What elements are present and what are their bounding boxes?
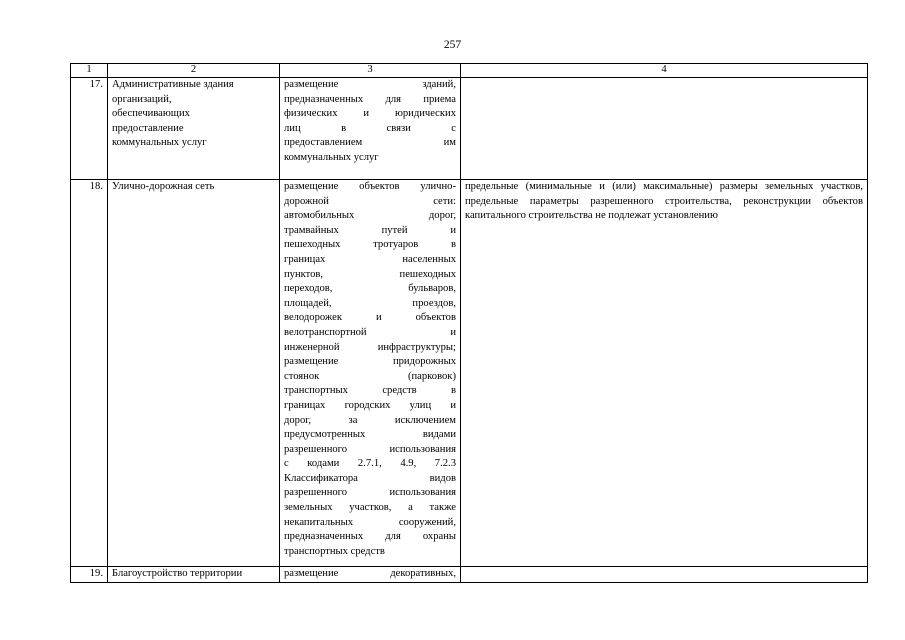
description-line: разрешенного использования [284,487,456,499]
table-row [71,180,868,567]
table-row [71,567,868,583]
description-line: автомобильных дорог, [284,210,456,222]
header-cell-1: 1 [71,64,108,78]
use-type-parameters [461,78,868,180]
use-type-description [280,567,461,583]
description-line: пешеходных тротуаров в [284,239,456,251]
name-line: коммунальных услуг [112,137,207,149]
use-type-description [280,180,461,567]
description-line: дорог, за исключением [284,414,456,426]
description-line: лиц в связи с [284,122,456,134]
description-line: разрешенного использования [284,443,456,455]
name-line: Административные здания [112,79,234,90]
row-number: 18. [71,180,108,567]
description-line: транспортных средств в [284,385,456,397]
description-line: некапитальных сооружений, [284,516,456,528]
description-line: с кодами 2.7.1, 4.9, 7.2.3 [284,458,456,470]
name-line: Улично-дорожная сеть [112,181,215,192]
description-line: дорожной сети: [284,195,456,207]
description-line: размещение придорожных [284,356,456,368]
description-line: пунктов, пешеходных [284,268,456,280]
table-header-row [71,64,868,78]
description-line: границах городских улиц и [284,399,456,411]
description-line: стоянок (парковок) [284,370,456,382]
header-cell-2: 2 [108,64,280,78]
description-line: физических и юридических [284,108,456,120]
use-type-parameters [461,567,868,583]
description-line: велодорожек и объектов [284,312,456,324]
use-type-description [280,78,461,180]
header-cell-4: 4 [461,64,868,78]
row-number: 17. [71,78,108,180]
description-line: Классификатора видов [284,472,456,484]
use-type-name [108,567,280,583]
description-line: транспортных средств [284,545,385,557]
name-line: обеспечивающих [112,108,190,120]
description-line: размещение зданий, [284,79,456,90]
header-cell-3: 3 [280,64,461,78]
use-type-name [108,180,280,567]
page-number: 257 [443,39,462,51]
description-line: переходов, бульваров, [284,283,456,295]
description-line: коммунальных услуг [284,151,379,163]
description-line: трамвайных путей и [284,224,456,236]
description-line: предусмотренных видами [284,429,456,441]
land-use-table [70,63,868,583]
name-line: организаций, [112,93,172,105]
description-line: площадей, проездов, [284,297,456,309]
table-row [71,78,868,180]
description-line: инженерной инфраструктуры; [284,341,456,353]
description-line: земельных участков, а также [284,502,456,514]
name-line: Благоустройство территории [112,568,243,579]
use-type-parameters: предельные (минимальные и (или) максимальные) размеры земельных участков, предельные параметры разрешенного строительства, реконструкции объектов капитального строительства не подлежат установлению [461,180,868,567]
description-line: размещение объектов улично- [284,181,456,192]
description-line: границах населенных [284,253,456,265]
description-line: предоставлением им [284,137,456,149]
description-line: предназначенных для приема [284,93,456,105]
row-number: 19. [71,567,108,583]
use-type-name [108,78,280,180]
description-line: размещение декоративных, [284,568,456,579]
description-line: предназначенных для охраны [284,531,456,543]
description-line: велотранспортной и [284,326,456,338]
name-line: предоставление [112,122,184,134]
